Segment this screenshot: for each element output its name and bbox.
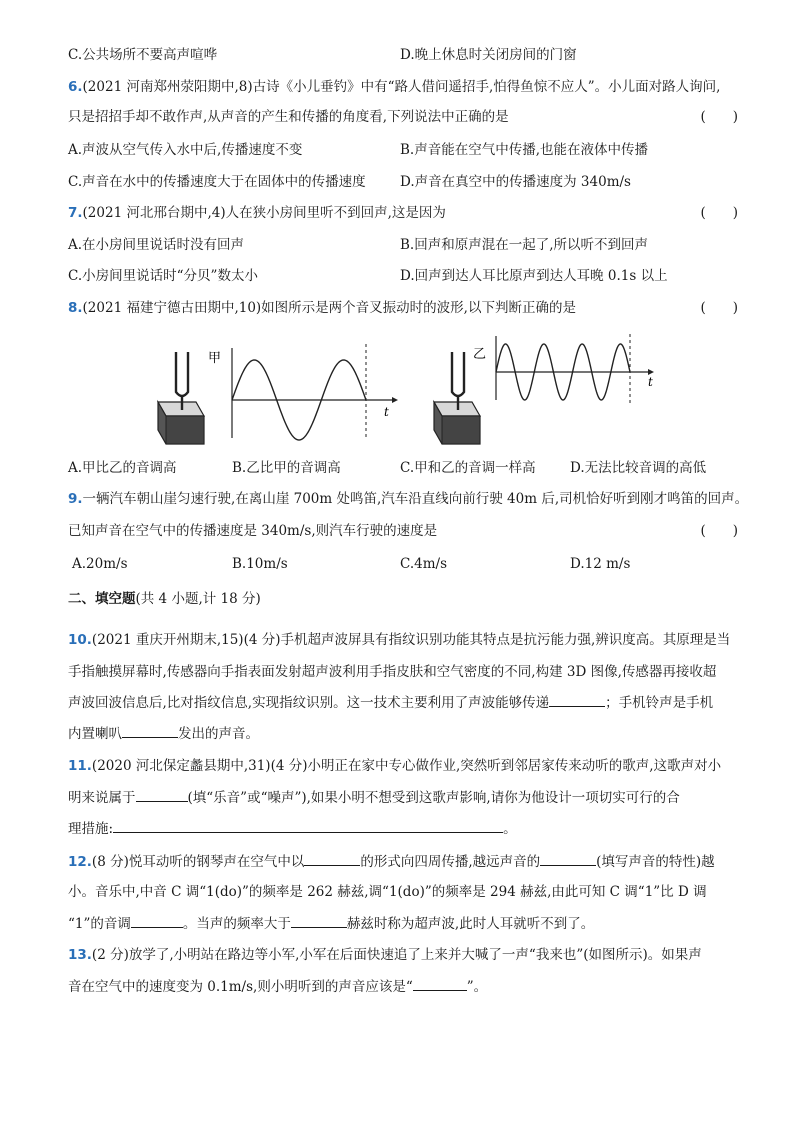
q10-line2: 手指触摸屏幕时,传感器向手指表面发射超声波利用手指皮肤和空气密度的不同,构建 3D 图像,传感器再接收超 <box>68 664 717 680</box>
q12-blank-4[interactable] <box>291 913 347 928</box>
q6-option-d: D.声音在真空中的传播速度为 340m/s <box>400 174 631 190</box>
q6-stem-line2: 只是招招手却不敢作声,从声音的产生和传播的角度看,下列说法中正确的是 <box>68 109 509 125</box>
fig-label-yi: 乙 <box>473 347 487 362</box>
q8-option-b: B.乙比甲的音调高 <box>232 460 341 476</box>
section-heading <box>68 588 261 610</box>
q6-stem-line1 <box>68 77 720 97</box>
q11-line2 <box>68 787 680 808</box>
q11-text2b: (填“乐音”或“噪声”),如果小明不想受到这歌声影响,请你为他设计一项切实可行的合 <box>187 790 680 806</box>
q8-stem-line1 <box>68 298 576 318</box>
q6-option-b: B.声音能在空气中传播,也能在液体中传播 <box>400 142 649 158</box>
q8-text1: (2021 福建宁德古田期中,10)如图所示是两个音叉振动时的波形,以下判断正确的是 <box>82 300 576 316</box>
q9-option-d: D.12 m/s <box>570 556 631 572</box>
q10-text3b: ；手机铃声是手机 <box>605 695 714 711</box>
q10-number: 10. <box>68 632 92 648</box>
tuning-fork-a-icon <box>158 352 204 444</box>
q10-text1: (2021 重庆开州期末,15)(4 分)手机超声波屏具有指纹识别功能其特点是抗污能力强,辨识度高。其原理是当 <box>91 632 731 648</box>
q10-line1 <box>68 630 730 650</box>
q10-blank-1[interactable] <box>549 692 605 707</box>
q12-line3 <box>68 913 594 934</box>
axis-t-b: t <box>648 375 653 389</box>
q8-answer-paren: ( ) <box>700 300 738 316</box>
section-title: 二、填空题 <box>68 591 136 607</box>
q5-option-d: D.晚上休息时关闭房间的门窗 <box>400 47 577 63</box>
q7-number: 7. <box>68 205 83 221</box>
q6-answer-paren: ( ) <box>700 109 738 125</box>
q9-option-c: C.4m/s <box>400 556 448 572</box>
q6-option-c: C.声音在水中的传播速度大于在固体中的传播速度 <box>68 174 366 190</box>
q13-number: 13. <box>68 947 92 963</box>
q13-text2a: 音在空气中的速度变为 0.1m/s,则小明听到的声音应该是“ <box>68 979 413 995</box>
q10-text4b: 发出的声音。 <box>178 726 259 742</box>
q6-option-a: A.声波从空气传入水中后,传播速度不变 <box>68 142 303 158</box>
q11-blank-2[interactable] <box>113 818 503 833</box>
q11-number: 11. <box>68 758 92 774</box>
q12-text1a: (8 分)悦耳动听的钢琴声在空气中以 <box>91 854 305 870</box>
q12-line1 <box>68 851 715 872</box>
q13-text2b: ”。 <box>466 979 488 995</box>
q10-line4 <box>68 723 259 744</box>
q12-blank-1[interactable] <box>304 851 360 866</box>
q13-text1: (2 分)放学了,小明站在路边等小军,小军在后面快速追了上来并大喊了一声“我来也”(如图所示)。如果声 <box>91 947 702 963</box>
q12-blank-2[interactable] <box>540 851 596 866</box>
q11-blank-1[interactable] <box>136 787 188 802</box>
q13-line1 <box>68 945 702 965</box>
q12-text3a: “1”的音调 <box>68 916 131 932</box>
fig-label-jia: 甲 <box>208 351 222 366</box>
q8-figure <box>140 330 680 445</box>
q9-answer-paren: ( ) <box>700 523 738 539</box>
q7-text1: (2021 河北邢台期中,4)人在狭小房间里听不到回声,这是因为 <box>82 205 446 221</box>
section-subtitle: (共 4 小题,计 18 分) <box>135 591 261 607</box>
axis-t-a: t <box>384 405 389 419</box>
q9-number: 9. <box>68 491 83 507</box>
q7-option-c: C.小房间里说话时“分贝”数太小 <box>68 268 258 284</box>
q11-line1 <box>68 756 721 776</box>
q11-text3b: 。 <box>503 821 517 837</box>
q12-line2: 小。音乐中,中音 C 调“1(do)”的频率是 262 赫兹,调“1(do)”的频率是 294 赫兹,由此可知 C 调“1”比 D 调 <box>68 884 707 900</box>
q5-option-c: C.公共场所不要高声喧哗 <box>68 47 218 63</box>
q12-number: 12. <box>68 854 92 870</box>
q11-text2a: 明来说属于 <box>68 790 136 806</box>
q11-text3a: 理措施: <box>68 821 114 837</box>
q9-option-a: A.20m/s <box>72 556 128 572</box>
q8-number: 8. <box>68 300 83 316</box>
q6-number: 6. <box>68 79 83 95</box>
q12-text1c: (填写声音的特性)越 <box>596 854 715 870</box>
q10-text3a: 声波回波信息后,比对指纹信息,实现指纹识别。这一技术主要利用了声波能够传递 <box>68 695 550 711</box>
q8-option-d: D.无法比较音调的高低 <box>570 460 707 476</box>
q13-line2 <box>68 976 487 997</box>
q7-option-d: D.回声到达人耳比原声到达人耳晚 0.1s 以上 <box>400 268 668 284</box>
q11-line3 <box>68 818 517 839</box>
q10-blank-2[interactable] <box>122 723 178 738</box>
tuning-fork-b-icon <box>434 352 480 444</box>
q7-option-a: A.在小房间里说话时没有回声 <box>68 237 245 253</box>
q12-text3b: 。当声的频率大于 <box>182 916 291 932</box>
q10-text4a: 内置喇叭 <box>68 726 122 742</box>
q11-text1: (2020 河北保定蠡县期中,31)(4 分)小明正在家中专心做作业,突然听到邻居家传来动听的歌声,这歌声对小 <box>91 758 722 774</box>
q12-blank-3[interactable] <box>131 913 183 928</box>
q8-option-c: C.甲和乙的音调一样高 <box>400 460 536 476</box>
q7-answer-paren: ( ) <box>700 205 738 221</box>
q9-text1: 一辆汽车朝山崖匀速行驶,在离山崖 700m 处鸣笛,汽车沿直线向前行驶 40m 后,司机恰好听到刚才鸣笛的回声。 <box>82 491 749 507</box>
q12-text1b: 的形式向四周传播,越远声音的 <box>360 854 541 870</box>
q9-option-b: B.10m/s <box>232 556 288 572</box>
q10-line3 <box>68 692 713 713</box>
q6-text1: (2021 河南郑州荥阳期中,8)古诗《小儿垂钓》中有“路人借问遥招手,怕得鱼惊不应人”。小儿面对路人询问, <box>82 79 721 95</box>
q9-stem-line1 <box>68 489 748 509</box>
q7-stem-line1 <box>68 203 446 223</box>
q12-text3c: 赫兹时称为超声波,此时人耳就听不到了。 <box>346 916 595 932</box>
q7-option-b: B.回声和原声混在一起了,所以听不到回声 <box>400 237 649 253</box>
q9-stem-line2: 已知声音在空气中的传播速度是 340m/s,则汽车行驶的速度是 <box>68 523 438 539</box>
q8-option-a: A.甲比乙的音调高 <box>68 460 177 476</box>
q13-blank-1[interactable] <box>413 976 467 991</box>
